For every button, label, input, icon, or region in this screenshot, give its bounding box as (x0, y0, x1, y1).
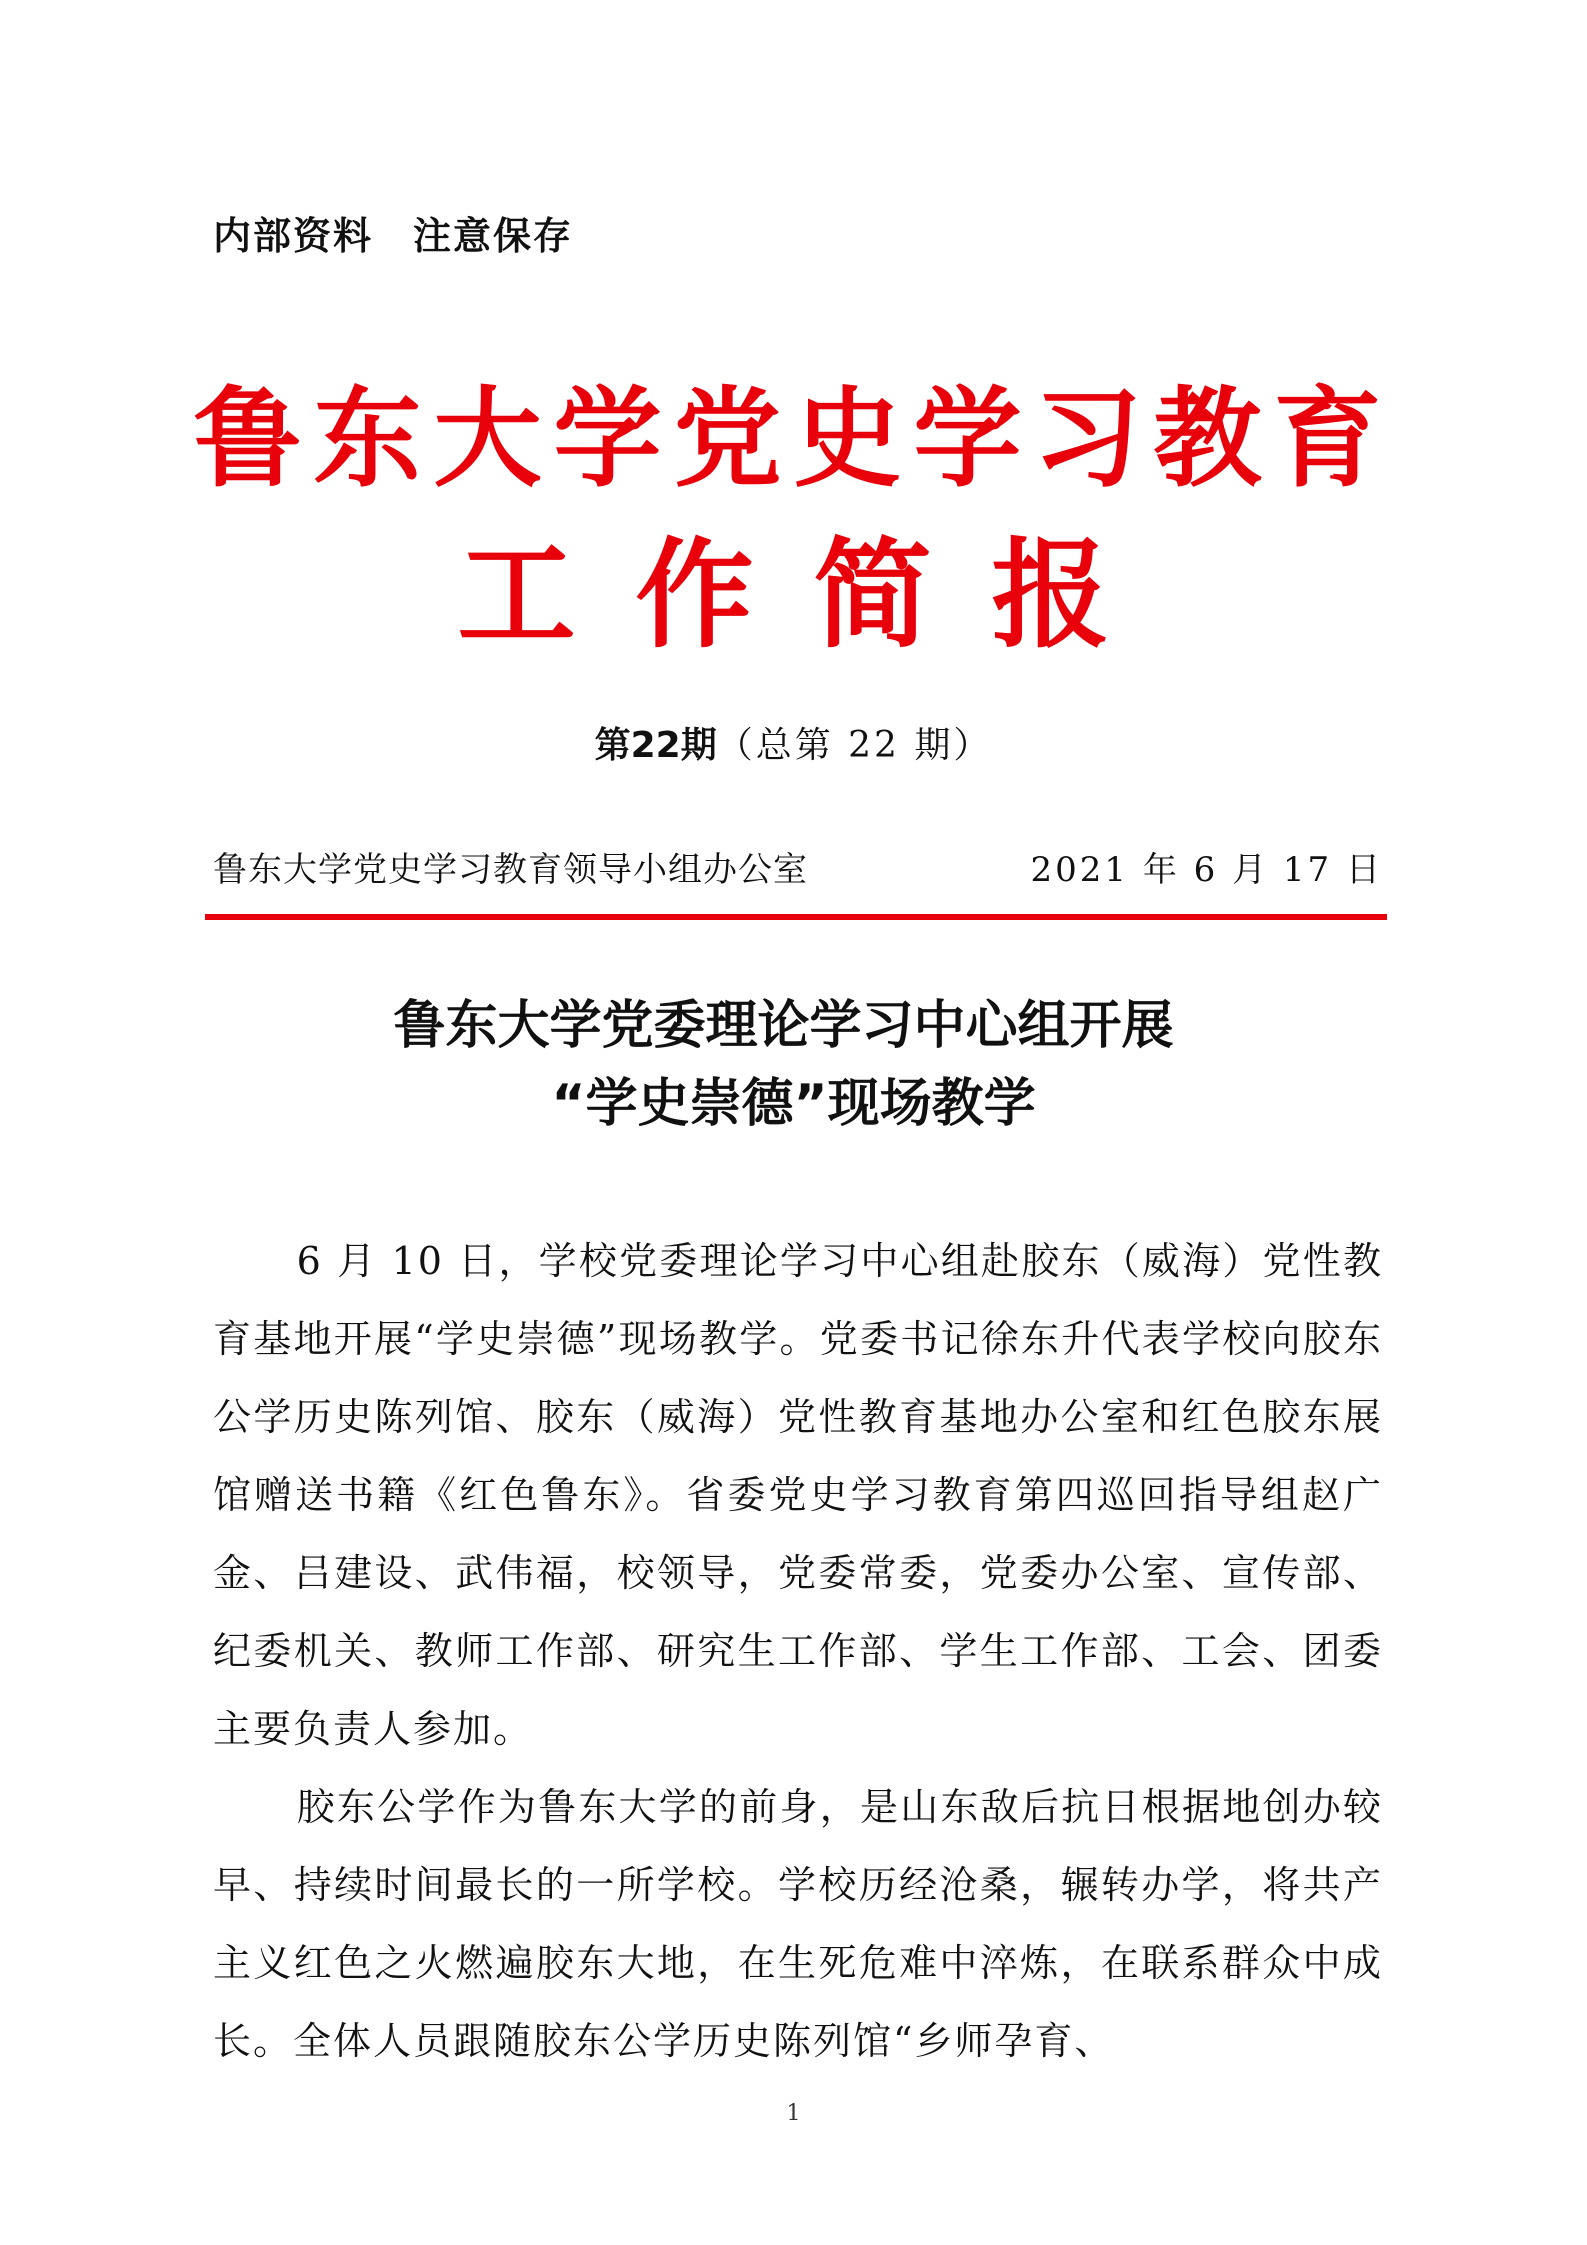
publisher-row (213, 848, 1383, 892)
classification-label: 内部资料 注意保存 (213, 214, 574, 258)
article-paragraph: 胶东公学作为鲁东大学的前身，是山东敌后抗日根据地创办较早、持续时间最长的一所学校。学校历经沧桑，辗转办学，将共产主义红色之火燃遍胶东大地，在生死危难中淬炼，在联系群众中成长。全体人员跟随胶东公学历史陈列馆“乡师孕育、 (213, 1785, 1383, 2063)
issue-line (0, 722, 1587, 770)
masthead-subtitle: 工作简报 (457, 526, 1170, 664)
publish-date: 2021 年 6 月 17 日 (1030, 850, 1383, 890)
issue-total: （总第 22 期） (716, 725, 993, 766)
article-body (213, 1222, 1383, 2080)
publisher-office: 鲁东大学党史学习教育领导小组办公室 (213, 850, 808, 890)
page-number: 1 (786, 2101, 801, 2126)
article-title-line-1: 鲁东大学党委理论学习中心组开展 (393, 996, 1174, 1056)
masthead-title: 鲁东大学党史学习教育 (193, 377, 1394, 502)
article-title-line-2: “学史崇德”现场教学 (551, 1074, 1036, 1134)
issue-number: 第22期 (594, 725, 717, 766)
red-divider (205, 914, 1387, 920)
article-paragraph: 6 月 10 日，学校党委理论学习中心组赴胶东（威海）党性教育基地开展“学史崇德”现场教学。党委书记徐东升代表学校向胶东公学历史陈列馆、胶东（威海）党性教育基地办公室和红色胶东展馆赠送书籍《红色鲁东》。省委党史学习教育第四巡回指导组赵广金、吕建设、武伟福，校领导，党委常委，党委办公室、宣传部、纪委机关、教师工作部、研究生工作部、学生工作部、工会、团委主要负责人参加。 (213, 1239, 1383, 1751)
